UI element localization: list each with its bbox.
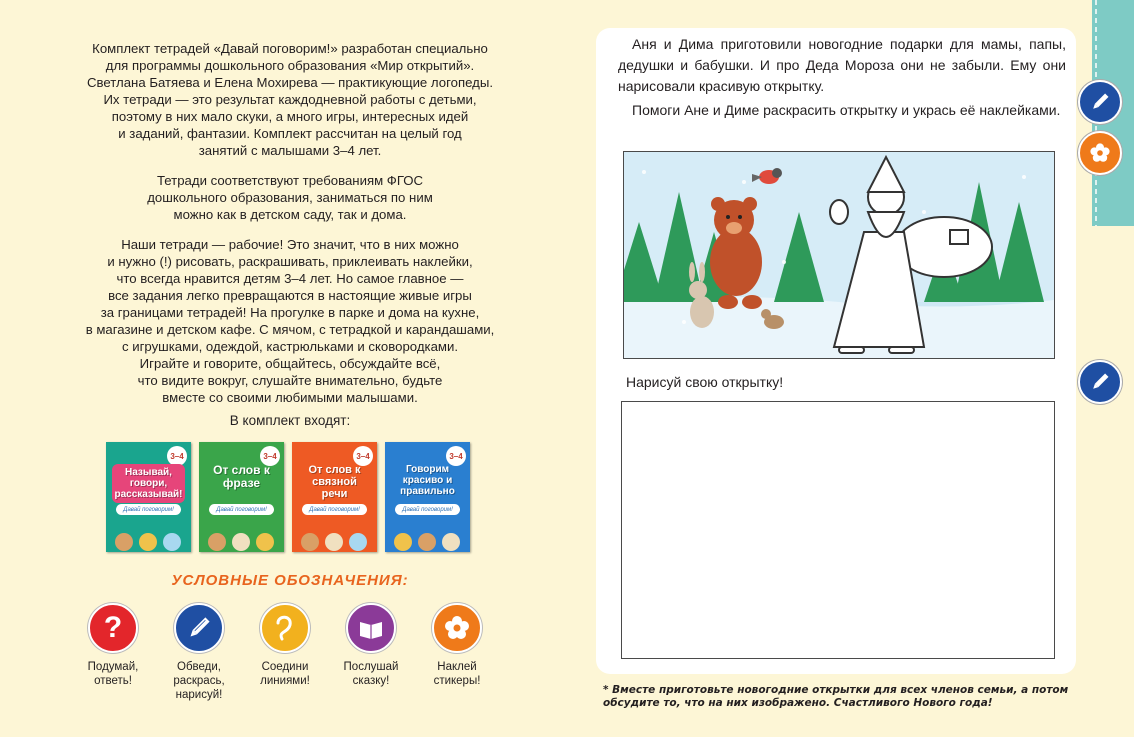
legend-item-listen: Послушай сказку! — [328, 603, 414, 702]
pencil-icon — [1078, 360, 1122, 404]
intro-text — [48, 40, 532, 419]
draw-your-card-label: Нарисуй свою открытку! — [626, 374, 784, 390]
book-covers — [106, 442, 470, 552]
christmas-card-illustration — [623, 151, 1055, 359]
winter-scene — [624, 152, 1054, 358]
book-cover-4 — [385, 442, 470, 552]
kit-title: В комплект входят: — [229, 413, 351, 428]
age-badge: 3–4 — [446, 446, 466, 466]
legend-item-stickers: Наклей стикеры! — [414, 603, 500, 702]
book-title: От слов к связной речи — [308, 464, 361, 500]
characters-illustration — [106, 522, 191, 552]
book-ribbon: Давай поговорим! — [302, 504, 367, 515]
drawing-area[interactable] — [621, 401, 1055, 659]
story-text — [618, 34, 1066, 124]
book-title: Называй, говори, рассказывай! — [112, 464, 185, 503]
legend — [70, 603, 500, 702]
book-ribbon: Давай поговорим! — [116, 504, 181, 515]
book-ribbon: Давай поговорим! — [209, 504, 274, 515]
book-cover-2 — [199, 442, 284, 552]
legend-item-think: ? Подумай, ответь! — [70, 603, 156, 702]
legend-item-connect: Соедини линиями! — [242, 603, 328, 702]
legend-item-draw: Обведи, раскрась, нарисуй! — [156, 603, 242, 702]
story-paragraph-1: Аня и Дима приготовили новогодние подарки для мамы, папы, дедушки и бабушки. И про Деда Мороза они не забыли. Ему они нарисовали красивую открытку. — [618, 36, 1066, 94]
pencil-icon — [174, 603, 224, 653]
legend-title: УСЛОВНЫЕ ОБОЗНАЧЕНИЯ: — [171, 572, 409, 589]
story-paragraph-2: Помоги Ане и Диме раскрасить открытку и укрась её наклейками. — [632, 102, 1061, 118]
footnote: * Вместе приготовьте новогодние открытки для всех членов семьи, а потом обсудите то, что на них изображено. Счастливого Нового года! — [603, 684, 1069, 709]
flower-icon — [432, 603, 482, 653]
book-cover-3 — [292, 442, 377, 552]
pencil-icon — [1078, 80, 1122, 124]
age-badge: 3–4 — [167, 446, 187, 466]
intro-paragraph-1: Комплект тетрадей «Давай поговорим!» разработан специально для программы дошкольного образования «Мир открытий». Светлана Батяева и Елена Мохирева — практикующие логопеды. Их тетради — это результат каждодневной работы с детьми, поэтому в них мало скуки, а много игры, интересных идей и заданий, фантазии. Комплект рассчитан на целый год занятий с малышами 3–4 лет. — [86, 41, 493, 158]
question-icon: ? — [88, 603, 138, 653]
book-cover-1 — [106, 442, 191, 552]
characters-illustration — [292, 522, 377, 552]
intro-paragraph-3: Наши тетради — рабочие! Это значит, что в них можно и нужно (!) рисовать, раскрашивать, приклеивать наклейки, что всегда нравится детям 3–4 лет. Но самое главное — все задания легко превращаются в настоящие живые игры за границами тетрадей! На прогулке в парке и дома на кухне, в магазине и детском кафе. С мячом, с тетрадкой и карандашами, с игрушками, одеждой, кастрюльками и сковородками. Играйте и говорите, общайтесь, обсуждайте всё, что видите вокруг, слушайте внимательно, будьте вместе со своими любимыми малышами. — [85, 237, 495, 405]
characters-illustration — [385, 522, 470, 552]
age-badge: 3–4 — [260, 446, 280, 466]
curve-icon — [260, 603, 310, 653]
characters-illustration — [199, 522, 284, 552]
book-title: От слов к фразе — [213, 463, 270, 490]
intro-paragraph-2: Тетради соответствуют требованиям ФГОС дошкольного образования, заниматься по ним можно как в детском саду, так и дома. — [147, 173, 433, 222]
flower-icon — [1078, 131, 1122, 175]
book-title: Говорим красиво и правильно — [400, 464, 455, 497]
book-ribbon: Давай поговорим! — [395, 504, 460, 515]
age-badge: 3–4 — [353, 446, 373, 466]
book-icon — [346, 603, 396, 653]
